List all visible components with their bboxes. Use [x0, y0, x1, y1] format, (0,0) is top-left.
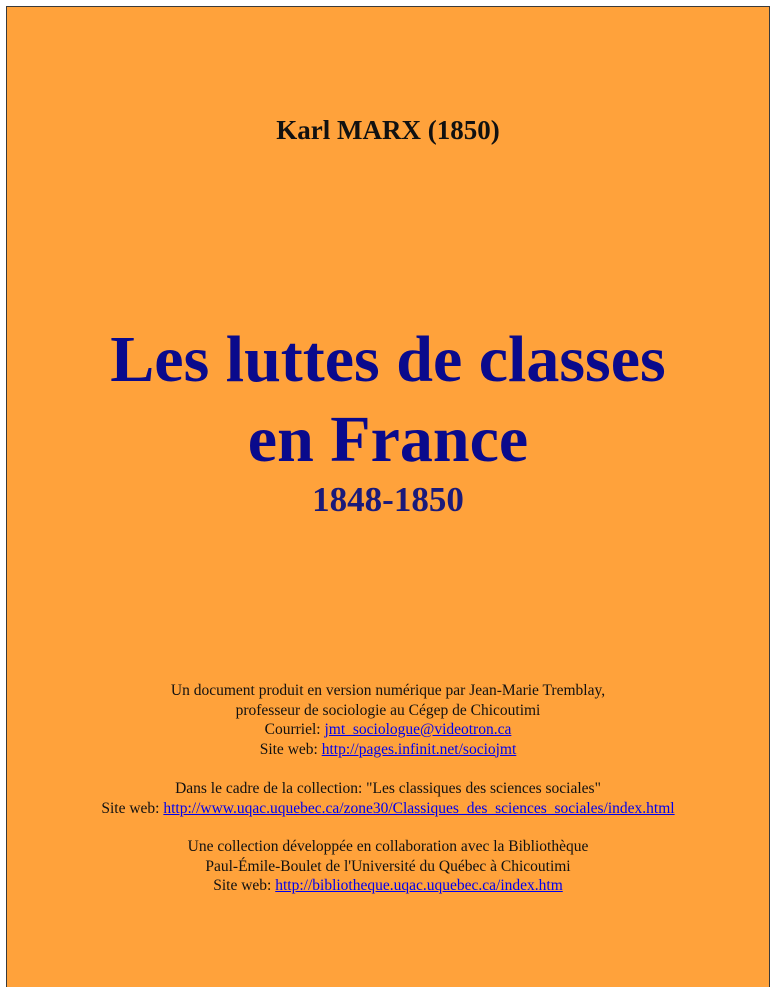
- producer-email-line: [7, 720, 769, 740]
- site-label: Site web:: [101, 799, 164, 817]
- producer-line-2: professeur de sociologie au Cégep de Chicoutimi: [235, 701, 541, 719]
- producer-line-1: Un document produit en version numérique par Jean-Marie Tremblay,: [170, 682, 606, 699]
- author-heading: Karl MARX (1850): [276, 115, 500, 145]
- email-label: Courriel:: [264, 721, 325, 738]
- document-years: 1848-1850: [312, 480, 464, 519]
- collection-line-1: Dans le cadre de la collection: "Les classiques des sciences sociales": [175, 780, 601, 797]
- library-line-2: Paul-Émile-Boulet de l'Université du Québec à Chicoutimi: [205, 857, 571, 875]
- library-site-line: [7, 876, 769, 896]
- library-line-1: Une collection développée en collaboration avec la Bibliothèque: [187, 838, 589, 855]
- title-line-1: Les luttes de classes: [110, 323, 666, 396]
- collection-site-line: [7, 799, 769, 819]
- producer-block: [7, 681, 769, 759]
- producer-site-line: [7, 740, 769, 760]
- collection-block: [7, 779, 769, 818]
- producer-site-link[interactable]: http://pages.infinit.net/sociojmt: [321, 740, 517, 758]
- document-page: [6, 6, 770, 987]
- library-block: [7, 837, 769, 896]
- site-label: Site web:: [213, 877, 276, 894]
- collection-site-link[interactable]: http://www.uqac.uquebec.ca/zone30/Classiques_des_sciences_sociales/index.html: [163, 799, 675, 817]
- library-site-link[interactable]: http://bibliotheque.uqac.uquebec.ca/index.htm: [275, 877, 563, 894]
- email-link[interactable]: jmt_sociologue@videotron.ca: [324, 721, 512, 738]
- site-label: Site web:: [259, 740, 322, 758]
- title-line-2: en France: [247, 403, 529, 476]
- document-title: [7, 320, 769, 480]
